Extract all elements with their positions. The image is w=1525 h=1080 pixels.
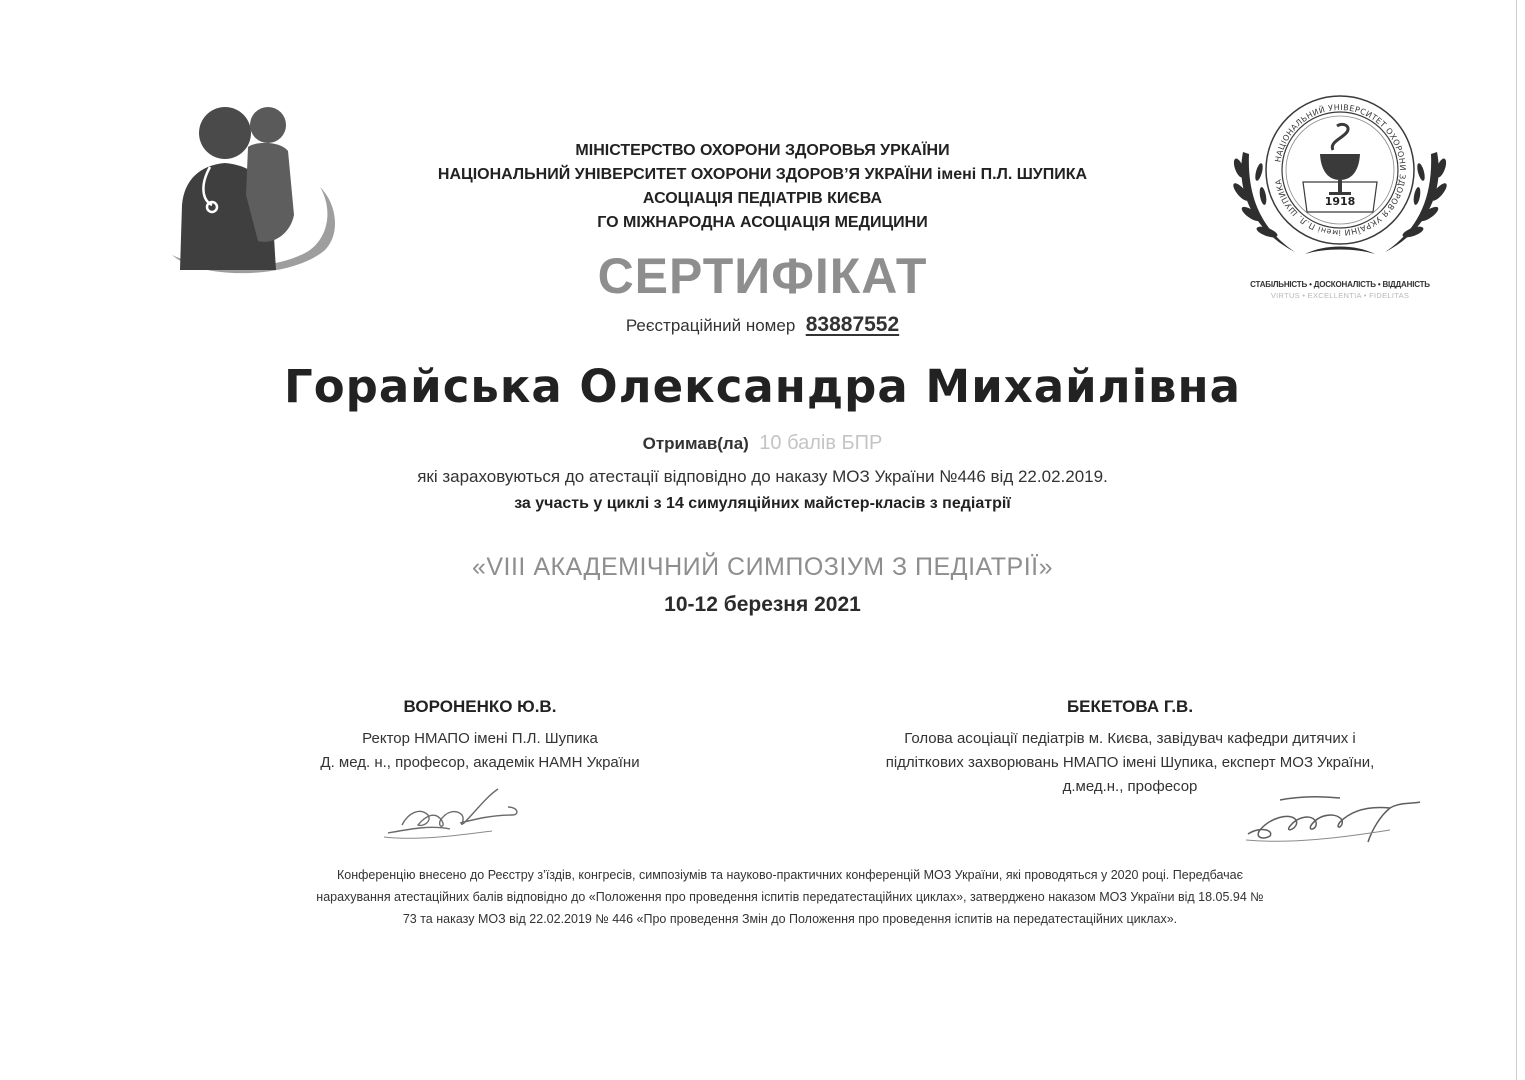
seal-year: 1918 [1324, 195, 1356, 208]
certificate-title: СЕРТИФІКАТ [597, 248, 928, 304]
signatory-right-position: Голова асоціації педіатрів м. Києва, завідувач кафедри дитячих і [904, 730, 1356, 747]
signature-right-icon [1240, 790, 1425, 850]
attestation-text: які зараховуються до атестації відповідно до наказу МОЗ України №446 від 22.02.2019. [417, 467, 1108, 486]
header-university: НАЦІОНАЛЬНИЙ УНІВЕРСИТЕТ ОХОРОНИ ЗДОРОВ’Я УКРАЇНИ імені П.Л. ШУПИКА [437, 166, 1088, 183]
points-value: 10 балів БПР [759, 432, 883, 454]
participation-text: за участь у циклі з 14 симуляційних майстер-класів з педіатрії [514, 495, 1011, 512]
footer-line-2: нарахування атестаційних балів відповідно до «Положення про проведення іспитів передатестаційних циклах», затверджено наказом МОЗ України від 18.05.94 № [316, 890, 1264, 904]
signatory-left [270, 697, 690, 775]
seal-ring-text: НАЦІОНАЛЬНИЙ УНІВЕРСИТЕТ ОХОРОНИ ЗДОРОВ'Я УКРАЇНИ імені П.Л. ШУПИКА [1273, 102, 1408, 238]
signatory-right-degree: д.мед.н., професор [1062, 778, 1198, 795]
event-name: «VIII АКАДЕМІЧНИЙ СИМПОЗІУМ З ПЕДІАТРІЇ» [471, 553, 1054, 581]
seal-motto-ua: СТАБІЛЬНІСТЬ • ДОСКОНАЛІСТЬ • ВІДДАНІСТЬ [1250, 280, 1430, 289]
footer-line-3: 73 та наказу МОЗ від 22.02.2019 № 446 «Про проведення Змін до Положення про проведення іспитів на передатестаційних циклах». [402, 912, 1178, 926]
signatory-right-department: підліткових захворювань НМАПО імені Шупика, експерт МОЗ України, [885, 754, 1375, 771]
footer-line-1: Конференцію внесено до Реєстру з’їздів, конгресів, симпозіумів та науково-практичних конференцій МОЗ України, які проводяться у 2020 році. Передбачає [336, 868, 1244, 882]
header-ministry: МІНІСТЕРСТВО ОХОРОНИ ЗДОРОВЬЯ УРКАЇНИ [575, 142, 950, 159]
signatory-right [780, 697, 1480, 799]
signatory-left-degree: Д. мед. н., професор, академік НАМН України [320, 754, 640, 771]
header-association: АСОЦІАЦІЯ ПЕДІАТРІВ КИЄВА [642, 190, 883, 207]
seal-motto-la: VIRTUS • EXCELLENTIA • FIDELITAS [1270, 291, 1410, 300]
signatory-right-name: БЕКЕТОВА Г.В. [1066, 697, 1194, 716]
award-line [0, 432, 1525, 455]
signatory-left-position: Ректор НМАПО імені П.Л. Шупика [362, 730, 598, 747]
signatory-left-name: ВОРОНЕНКО Ю.В. [403, 697, 557, 716]
header-ngo: ГО МІЖНАРОДНА АСОЦІАЦІЯ МЕДИЦИНИ [597, 214, 928, 231]
university-seal-icon [1225, 92, 1455, 282]
registration-line [0, 313, 1525, 337]
recipient-name: Горайська Олександра Михайлівна [284, 360, 1241, 413]
footer-note [140, 864, 1440, 930]
event-dates: 10-12 березня 2021 [664, 593, 861, 616]
signature-left-icon [380, 785, 530, 845]
registration-number: 83887552 [805, 313, 900, 336]
received-label: Отримав(ла) [642, 434, 749, 453]
seal-motto [1225, 280, 1455, 300]
registration-label: Реєстраційний номер [625, 316, 796, 335]
